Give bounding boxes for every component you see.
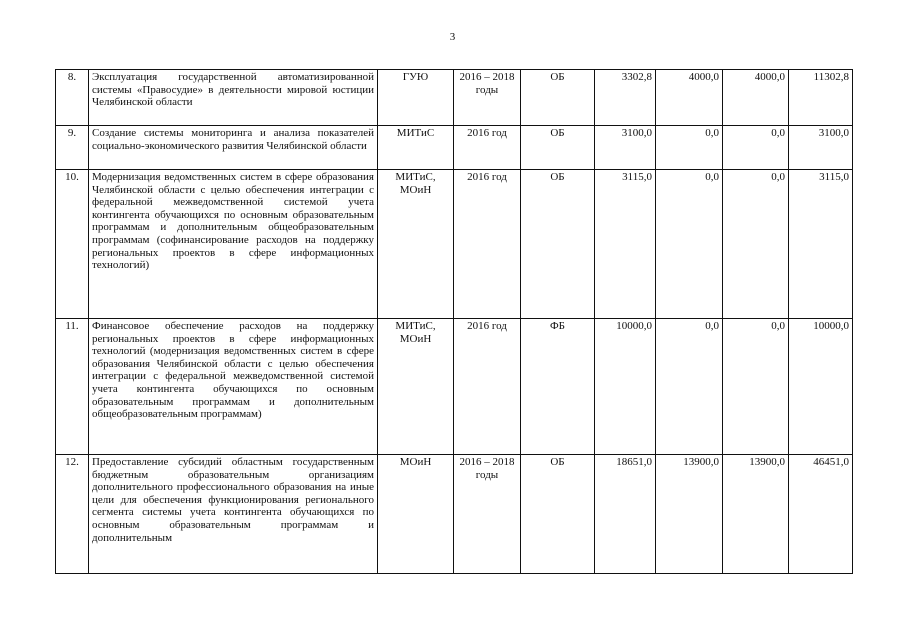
row-amount-2017: 4000,0	[656, 70, 723, 126]
row-description: Создание системы мониторинга и анализа показателей социально-экономического развития Челябинской области	[89, 126, 378, 170]
row-period: 2016 – 2018 годы	[454, 455, 521, 574]
row-period: 2016 год	[454, 319, 521, 455]
row-executor: ГУЮ	[378, 70, 454, 126]
row-period: 2016 год	[454, 170, 521, 319]
row-number: 8.	[56, 70, 89, 126]
row-amount-2016: 3115,0	[595, 170, 656, 319]
row-amount-2017: 13900,0	[656, 455, 723, 574]
row-amount-2018: 0,0	[723, 319, 789, 455]
row-executor: МОиН	[378, 455, 454, 574]
row-number: 11.	[56, 319, 89, 455]
row-executor: МИТиС, МОиН	[378, 170, 454, 319]
table-row	[56, 455, 853, 574]
row-amount-2016: 10000,0	[595, 319, 656, 455]
table-row	[56, 319, 853, 455]
row-funding-source: ФБ	[521, 319, 595, 455]
row-amount-2018: 13900,0	[723, 455, 789, 574]
row-description: Модернизация ведомственных систем в сфере образования Челябинской области с целью обеспечения интеграции с федеральной межведомственной системой учета контингента обучающихся по основным образовательным программам и дополнительным общеобразовательным программам (софинансирование расходов на поддержку региональных проектов в сфере информационных технологий)	[89, 170, 378, 319]
row-amount-2016: 3100,0	[595, 126, 656, 170]
table-row	[56, 126, 853, 170]
row-funding-source: ОБ	[521, 70, 595, 126]
row-executor: МИТиС	[378, 126, 454, 170]
row-amount-total: 10000,0	[789, 319, 853, 455]
row-funding-source: ОБ	[521, 126, 595, 170]
table-row	[56, 170, 853, 319]
row-amount-2016: 3302,8	[595, 70, 656, 126]
row-amount-2017: 0,0	[656, 170, 723, 319]
row-period: 2016 – 2018 годы	[454, 70, 521, 126]
row-amount-2018: 4000,0	[723, 70, 789, 126]
row-number: 12.	[56, 455, 89, 574]
budget-table	[55, 69, 853, 574]
row-amount-total: 46451,0	[789, 455, 853, 574]
row-funding-source: ОБ	[521, 455, 595, 574]
row-amount-total: 11302,8	[789, 70, 853, 126]
row-amount-2018: 0,0	[723, 170, 789, 319]
row-funding-source: ОБ	[521, 170, 595, 319]
row-number: 9.	[56, 126, 89, 170]
row-description: Финансовое обеспечение расходов на поддержку региональных проектов в сфере информационных технологий (модернизация ведомственных систем в сфере образования Челябинской области с целью обеспечения интеграции с федеральной межведомственной системой учета контингента обучающихся по основным образовательным программам и дополнительным общеобразовательным программам)	[89, 319, 378, 455]
row-amount-2017: 0,0	[656, 126, 723, 170]
page-number: 3	[449, 31, 456, 43]
row-amount-2016: 18651,0	[595, 455, 656, 574]
row-amount-total: 3100,0	[789, 126, 853, 170]
row-amount-2017: 0,0	[656, 319, 723, 455]
row-amount-total: 3115,0	[789, 170, 853, 319]
row-number: 10.	[56, 170, 89, 319]
row-executor: МИТиС, МОиН	[378, 319, 454, 455]
row-description: Предоставление субсидий областным государственным бюджетным образовательным организациям дополнительного профессионального образования на иные цели для обеспечения функционирования регионального сегмента системы учета контингента обучающихся по основным образовательным программам и дополнительным	[89, 455, 378, 574]
row-period: 2016 год	[454, 126, 521, 170]
table-row	[56, 70, 853, 126]
row-description: Эксплуатация государственной автоматизированной системы «Правосудие» в деятельности мировой юстиции Челябинской области	[89, 70, 378, 126]
row-amount-2018: 0,0	[723, 126, 789, 170]
